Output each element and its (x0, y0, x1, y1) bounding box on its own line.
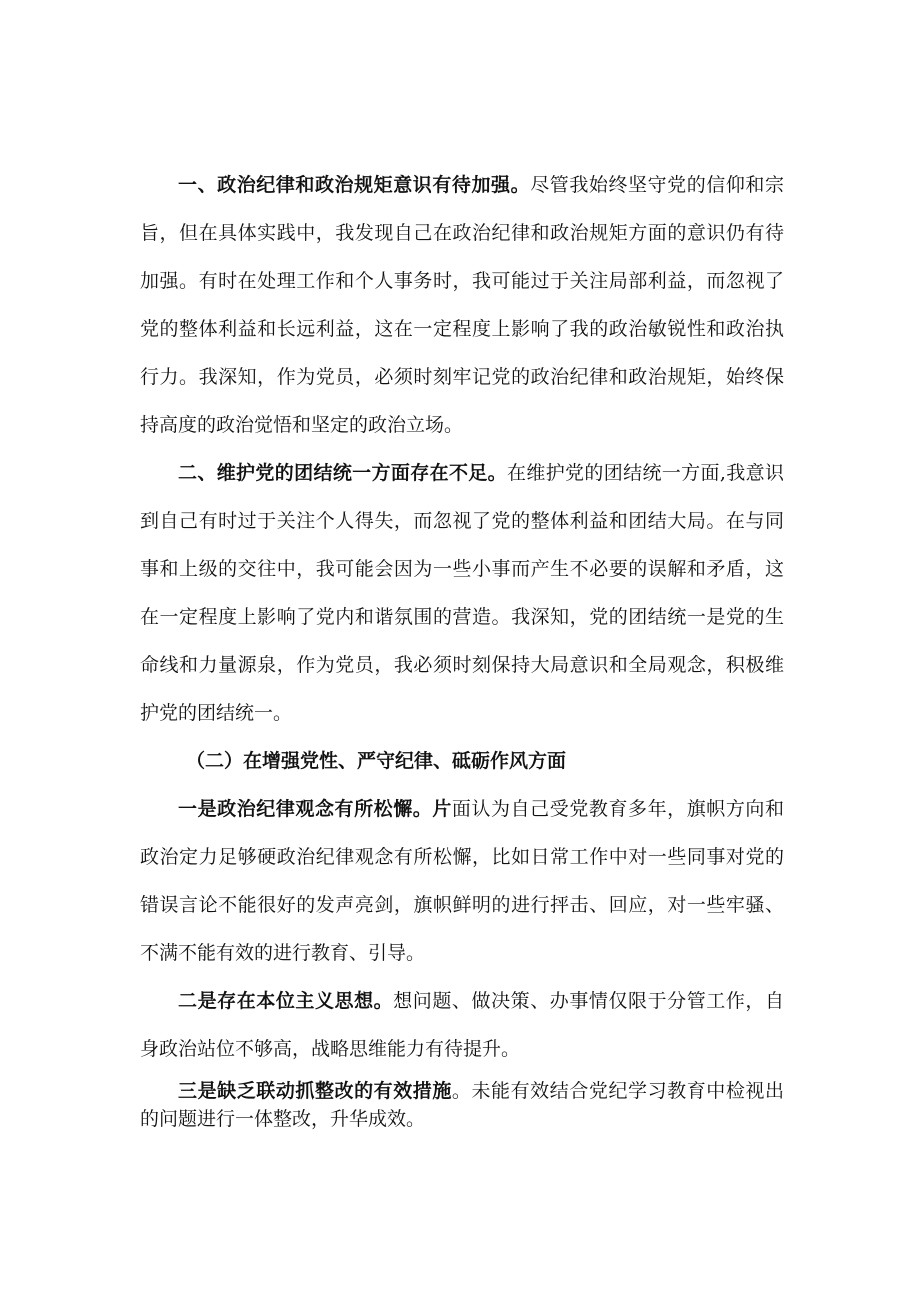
subheading-text: （二）在增强党性、严守纪律、砥砺作风方面 (186, 750, 567, 772)
paragraph-body: 想问题、做决策、办事情仅限于分管工作，自身政治站位不够高，战略思维能力有待提升。 (140, 990, 784, 1060)
paragraph-heading: 二、维护党的团结统一方面存在不足。 (178, 462, 507, 484)
paragraph-body: 在维护党的团结统一方面,我意识到自己有时过于关注个人得失，而忽视了党的整体利益和团结大局。在与同事和上级的交往中，我可能会因为一些小事而产生不必要的误解和矛盾，这在一定程度上影响了党内和谐氛围的营造。我深知，党的团结统一是党的生命线和力量源泉，作为党员，我必须时刻保持大局意识和全局观念，积极维护党的团结统一。 (140, 462, 784, 724)
paragraph-heading: 一是政治纪律观念有所松懈。片 (178, 798, 452, 820)
paragraph-discipline-laxity (140, 785, 784, 977)
section-subheading (140, 737, 784, 785)
paragraph-rectification-measures (140, 1077, 784, 1133)
paragraph-heading: 三是缺乏联动抓整改的有效措施 (178, 1080, 452, 1102)
paragraph-body: 。未能有效结合党纪学习教育中检视出的问题进行一体整改，升华成效。 (140, 1080, 784, 1130)
paragraph-body: 尽管我始终坚守党的信仰和宗旨，但在具体实践中，我发现自己在政治纪律和政治规矩方面的意识仍有待加强。有时在处理工作和个人事务时，我可能过于关注局部利益，而忽视了党的整体利益和长远利益，这在一定程度上影响了我的政治敏锐性和政治执行力。我深知，作为党员，必须时刻牢记党的政治纪律和政治规矩，始终保持高度的政治觉悟和坚定的政治立场。 (140, 174, 784, 436)
paragraph-heading: 一、政治纪律和政治规矩意识有待加强。 (178, 174, 531, 196)
paragraph-political-discipline (140, 161, 784, 449)
paragraph-party-unity (140, 449, 784, 737)
paragraph-departmentalism (140, 977, 784, 1073)
paragraph-heading: 二是存在本位主义思想。 (178, 990, 394, 1012)
paragraph-body: 面认为自己受党教育多年，旗帜方向和政治定力足够硬政治纪律观念有所松懈，比如日常工作中对一些同事对党的错误言论不能很好的发声亮剑，旗帜鲜明的进行抨击、回应，对一些牢骚、不满不能有效的进行教育、引导。 (140, 798, 784, 964)
